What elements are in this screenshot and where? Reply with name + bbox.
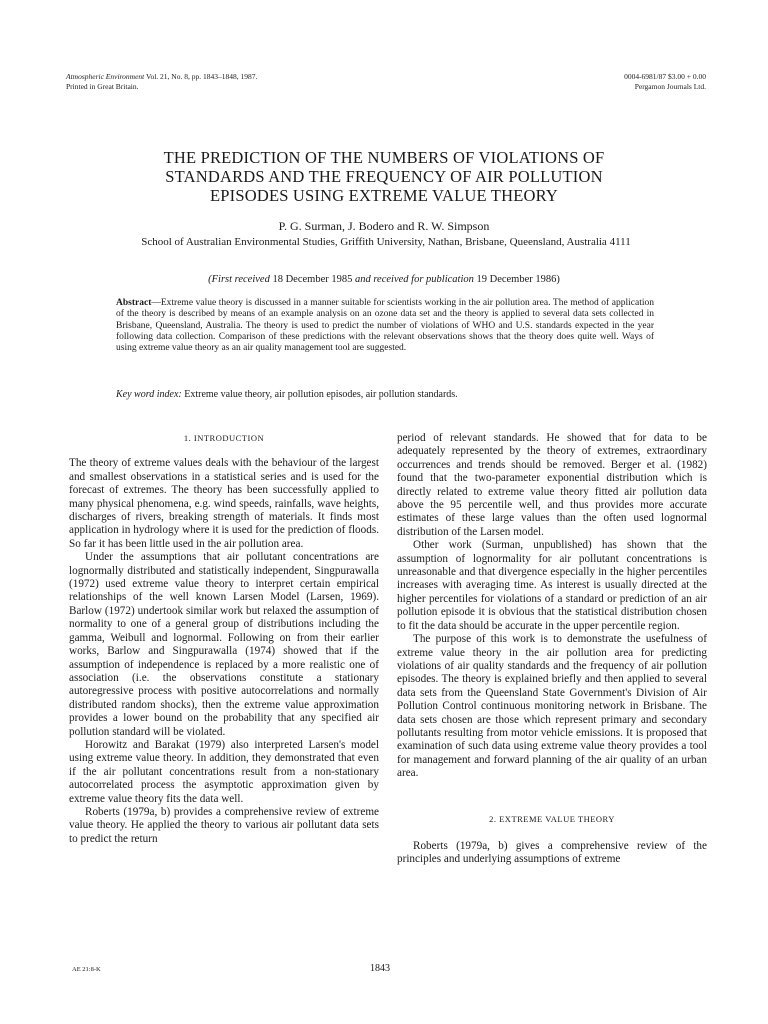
received-date-second: 19 December 1986) [476,274,560,285]
price-code: 0004-6981/87 $3.00 + 0.00 [624,72,706,81]
publisher-name: Pergamon Journals Ltd. [634,82,706,91]
section-heading-introduction: 1. INTRODUCTION [183,433,265,443]
paper-title [60,148,708,205]
journal-name: Atmospheric Environment [66,72,145,81]
received-dates [60,274,708,285]
paragraph: The purpose of this work is to demonstrate the usefulness of extreme value theory in the air pollution area for predicting violations of air quality standards and the frequency of air pollution episodes. The theory is explained briefly and then applied to several data sets from the Queensland State Government's Division of Air Pollution Control continuous monitoring network in Brisbane. The data sets chosen are those which represent primary and secondary pollutants resulting from motor vehicle emissions. It is proposed that examination of such data using extreme value theory provides a tool for management and forward planning of the air quality of an urban area. [397,633,707,780]
citation-volume: Vol. 21, No. 8, pp. 1843–1848, 1987. [146,72,258,81]
paragraph: The theory of extreme values deals with the behaviour of the largest and smallest observations in a statistical series and is used for the forecast of extremes. The theory has been successfully applied to many physical phenomena, e.g. wind speeds, rainfalls, wave heights, discharges of rivers, breaking strength of materials. It finds most application in hydrology where it is used for the prediction of floods. So far it has been little used in the air pollution area. [69,457,379,550]
received-date-first: 18 December 1985 [272,274,353,285]
right-column [397,432,707,867]
keywords-text: Extreme value theory, air pollution episodes, air pollution standards. [184,389,458,400]
title-line-3: EPISODES USING EXTREME VALUE THEORY [209,186,559,205]
paragraph: period of relevant standards. He showed that for data to be adequately represented by the theory of extremes, extraordinary occurrences and trends should be removed. Berger et al. (1982) found that the two-parameter exponential distribution which is directly related to extreme value theory fitted air pollution data above the 95 percentile well, and thus provides more accurate estimates of these large values than the often used lognormal distribution of the Larsen model. [397,432,707,538]
abstract-label: Abstract [116,298,152,308]
publisher-info [624,72,706,92]
paragraph: Other work (Surman, unpublished) has shown that the assumption of lognormality for air pollutant concentrations is unreasonable and that divergence especially in the higher percentiles increases with averaging time. As interest is usually directed at the higher percentiles for violations of a standard or prediction of an air pollution episode it is obvious that the statistical distribution chosen to fit the data should be accurate in the upper percentile region. [397,539,707,632]
footer-code: AE 21:8-K [72,966,101,973]
paragraph: Roberts (1979a, b) gives a comprehensive review of the principles and underlying assumptions of extreme [397,839,707,866]
authors: P. G. Surman, J. Bodero and R. W. Simpson [278,219,490,233]
received-prefix: (First received [208,274,270,285]
left-column [69,432,379,846]
journal-citation [66,72,257,92]
paragraph: Roberts (1979a, b) provides a comprehensive review of extreme value theory. He applied the theory to various air pollutant data sets to predict the return [69,805,379,845]
section-heading-extreme-value-theory: 2. EXTREME VALUE THEORY [489,813,615,824]
paragraph: Under the assumptions that air pollutant concentrations are lognormally distributed and statistically independent, Singpurawalla (1972) used extreme value theory to interpret certain empirical relationships of the well known Larsen Model (Larsen, 1969). Barlow (1972) undertook similar work but relaxed the assumption of normality to one of a general group of distributions including the gamma, Weibull and lognormal. Following on from their earlier works, Barlow and Singpurawalla (1974) showed that if the assumption of independence is replaced by a more realistic one of association (i.e. the observations constitute a stationary autoregressive process with positive autocorrelations and normally distributed random shocks), then the extreme value approximation provides a lower bound on the probability that any specified air pollution standard will be violated. [69,551,379,738]
abstract [116,298,654,354]
page-number: 1843 [370,963,390,974]
printed-in: Printed in Great Britain. [66,82,139,91]
received-middle: and received for publication [354,274,474,285]
paragraph: Horowitz and Barakat (1979) also interpreted Larsen's model using extreme value theory. In addition, they demonstrated that even if the air pollutant concentrations result from a non-stationary autocorrelated process the asymptotic approximation given by extreme value theory fits the data well. [69,738,379,805]
title-line-2: STANDARDS AND THE FREQUENCY OF AIR POLLUTION [165,167,603,186]
keywords-label: Key word index: [116,389,182,400]
affiliation: School of Australian Environmental Studies, Griffith University, Nathan, Brisbane, Queensland, Australia 4111 [141,236,631,248]
abstract-text: —Extreme value theory is discussed in a manner suitable for scientists working in the air pollution area. The method of application of the theory is described by means of an example analysis on an ozone data set and the theory is applied to several data sets collected in Brisbane, Queensland, Australia. The theory is used to predict the number of violations of WHO and U.S. standards expected in the year following data collection. Comparison of these predictions with the relevant observations shows that the theory does quite well. Ways of using extreme value theory as an air quality management tool are suggested. [116,298,654,354]
keywords [116,389,654,400]
title-line-1: THE PREDICTION OF THE NUMBERS OF VIOLATIONS OF [163,148,605,167]
